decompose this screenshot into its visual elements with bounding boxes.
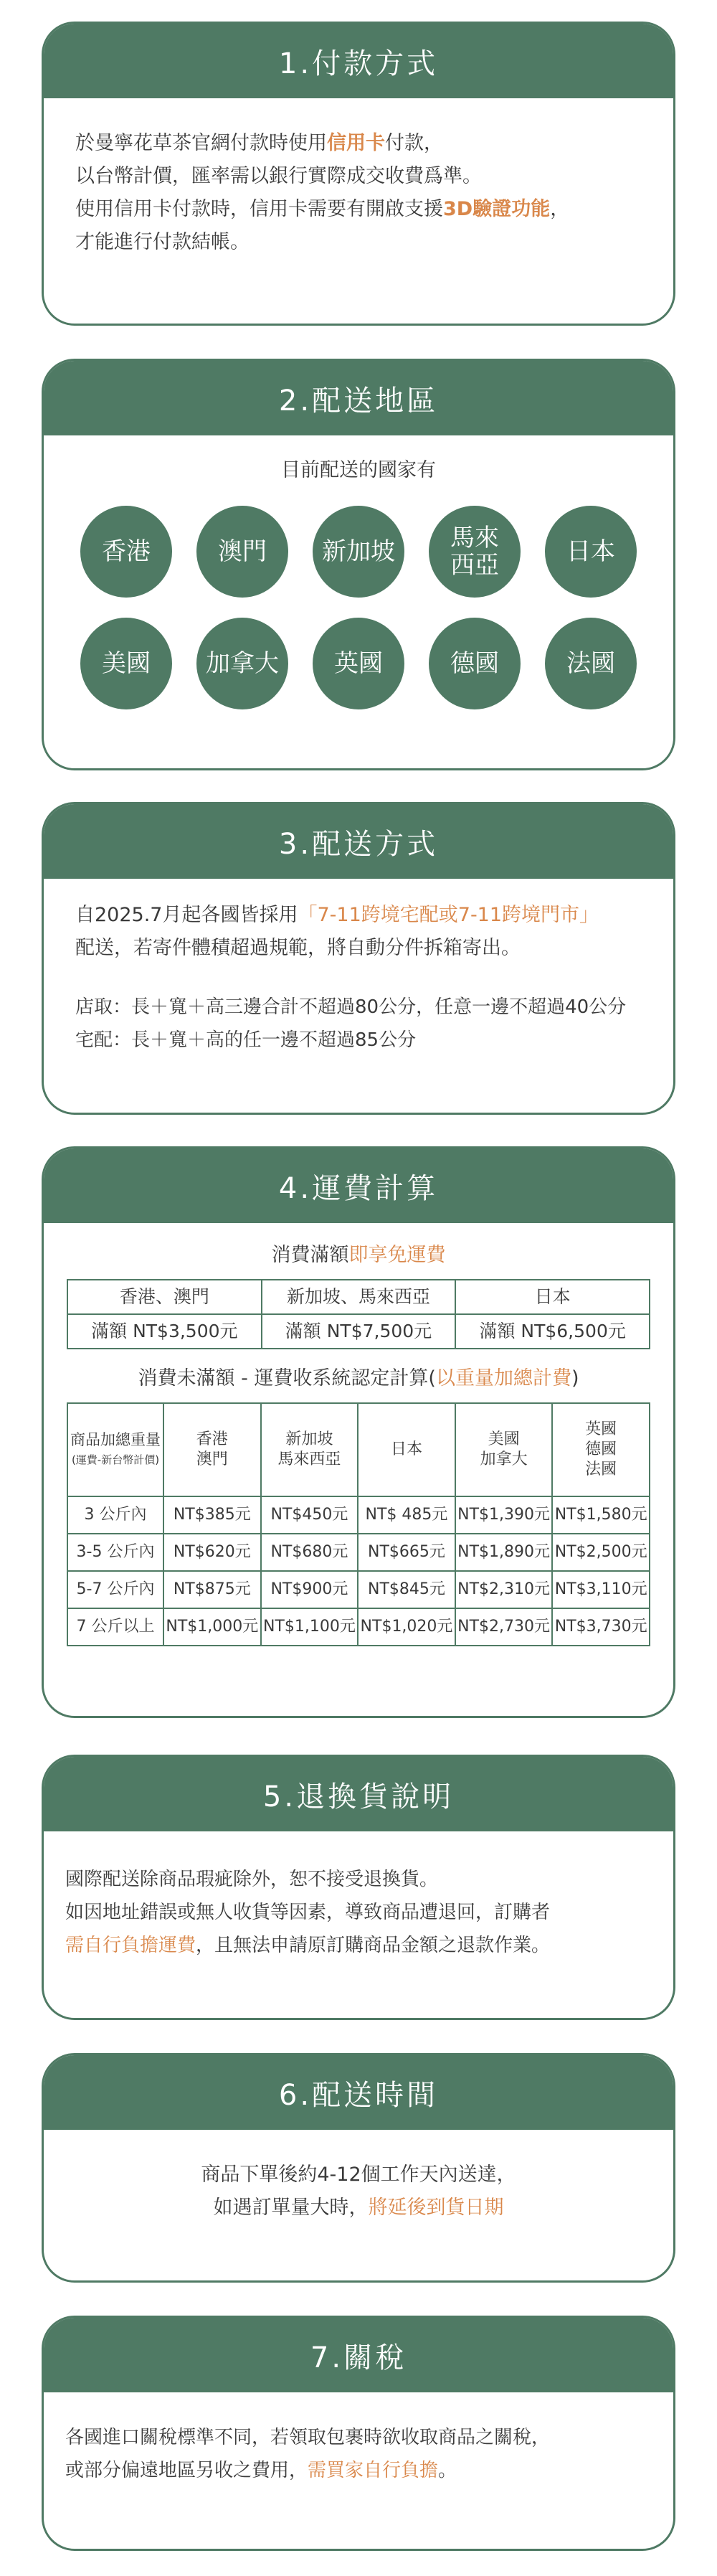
country-malaysia: 馬來 西亞 — [429, 506, 521, 598]
free-header-hk-macau: 香港、澳門 — [67, 1280, 262, 1314]
free-header-japan: 日本 — [455, 1280, 650, 1314]
payment-title: 1.付款方式 — [44, 24, 673, 98]
return-line-1: 國際配送除商品瑕疵除外，恕不接受退換貨。 — [65, 1869, 439, 1890]
table-cell: 5-7 公斤內 — [67, 1571, 163, 1608]
shipping-method-line-1: 自2025.7月起各國皆採用「7-11跨境宅配或7-11跨境門市」 — [75, 904, 599, 926]
delivery-line-2: 如遇訂單量大時，將延後到貨日期 — [213, 2197, 504, 2219]
country-macau: 澳門 — [196, 506, 288, 598]
delivery-time-title: 6.配送時間 — [44, 2055, 673, 2130]
shipping-fee-title: 4.運費計算 — [44, 1148, 673, 1223]
table-cell: NT$620元 — [163, 1534, 261, 1571]
col-uk-de-fr: 英國 德國 法國 — [552, 1403, 650, 1496]
weight-fee-table — [67, 1402, 650, 1646]
home-delivery-rule: 宅配：長＋寬＋高的任一邊不超過85公分 — [75, 1029, 417, 1051]
table-cell: NT$3,110元 — [552, 1571, 650, 1608]
tariff-line-2: 或部分偏遠地區另收之費用，需買家自行負擔。 — [65, 2460, 457, 2481]
country-usa: 美國 — [80, 618, 172, 709]
delivery-time-card — [42, 2053, 675, 2283]
table-cell: NT$3,730元 — [552, 1608, 650, 1646]
tariff-title: 7.關稅 — [44, 2318, 673, 2392]
store-pickup-rule: 店取：長＋寬＋高三邊合計不超過80公分，任意一邊不超過40公分 — [75, 996, 627, 1018]
table-cell: NT$900元 — [261, 1571, 358, 1608]
delivery-line-1: 商品下單後約4-12個工作天內送達， — [201, 2164, 516, 2186]
table-row — [67, 1571, 650, 1608]
free-header-sg-my: 新加坡、馬來西亞 — [262, 1280, 456, 1314]
table-cell: NT$385元 — [163, 1496, 261, 1534]
payment-line-4: 才能進行付款結帳。 — [75, 231, 250, 253]
shipping-method-title: 3.配送方式 — [44, 804, 673, 879]
payment-line-3: 使用信用卡付款時，信用卡需要有開啟支援3D驗證功能， — [75, 198, 570, 220]
country-singapore: 新加坡 — [313, 506, 404, 598]
shipping-fee-card — [42, 1146, 675, 1718]
free-value-hk-macau: 滿額 NT$3,500元 — [67, 1314, 262, 1349]
table-cell: NT$1,890元 — [455, 1534, 553, 1571]
table-cell: 7 公斤以上 — [67, 1608, 163, 1646]
free-value-japan: 滿額 NT$6,500元 — [455, 1314, 650, 1349]
table-cell: NT$1,020元 — [358, 1608, 455, 1646]
return-policy-title: 5.退換貨說明 — [44, 1757, 673, 1831]
country-uk: 英國 — [313, 618, 404, 709]
table-cell: NT$ 485元 — [358, 1496, 455, 1534]
country-hong-kong: 香港 — [80, 506, 172, 598]
shipping-method-card — [42, 802, 675, 1115]
col-sg-my: 新加坡 馬來西亞 — [261, 1403, 358, 1496]
table-cell: NT$665元 — [358, 1534, 455, 1571]
return-line-3: 需自行負擔運費，且無法申請原訂購商品金額之退款作業。 — [65, 1935, 551, 1956]
payment-card — [42, 22, 675, 326]
country-grid — [75, 506, 642, 709]
tariff-card — [42, 2316, 675, 2551]
table-cell: NT$1,100元 — [261, 1608, 358, 1646]
free-shipping-table — [67, 1279, 650, 1349]
return-line-2: 如因地址錯誤或無人收貨等因素，導致商品遭退回，訂購者 — [65, 1902, 551, 1923]
tariff-line-1: 各國進口關稅標準不同，若領取包裹時欲收取商品之關稅， — [65, 2427, 551, 2448]
table-cell: NT$2,310元 — [455, 1571, 553, 1608]
country-japan: 日本 — [545, 506, 637, 598]
table-cell: NT$680元 — [261, 1534, 358, 1571]
table-cell: NT$875元 — [163, 1571, 261, 1608]
table-row — [67, 1534, 650, 1571]
region-card — [42, 359, 675, 770]
free-shipping-title: 消費滿額即享免運費 — [271, 1244, 446, 1266]
free-value-sg-my: 滿額 NT$7,500元 — [262, 1314, 456, 1349]
table-cell: NT$1,390元 — [455, 1496, 553, 1534]
col-japan: 日本 — [358, 1403, 455, 1496]
table-cell: NT$1,000元 — [163, 1608, 261, 1646]
payment-line-1: 於曼寧花草茶官網付款時使用信用卡付款， — [75, 132, 443, 154]
return-policy-card — [42, 1755, 675, 2020]
region-intro: 目前配送的國家有 — [281, 459, 436, 481]
shipping-method-line-2: 配送，若寄件體積超過規範，將自動分件拆箱寄出。 — [75, 937, 521, 959]
table-cell: NT$845元 — [358, 1571, 455, 1608]
table-cell: NT$2,500元 — [552, 1534, 650, 1571]
country-canada: 加拿大 — [196, 618, 288, 709]
paid-shipping-title: 消費未滿額 - 運費收系統認定計算(以重量加總計費) — [138, 1367, 579, 1390]
country-france: 法國 — [545, 618, 637, 709]
table-cell: NT$1,580元 — [552, 1496, 650, 1534]
table-cell: 3-5 公斤內 — [67, 1534, 163, 1571]
col-us-ca: 美國 加拿大 — [455, 1403, 553, 1496]
country-germany: 德國 — [429, 618, 521, 709]
table-row — [67, 1496, 650, 1534]
payment-line-2: 以台幣計價，匯率需以銀行實際成交收費爲準。 — [75, 165, 482, 187]
region-title: 2.配送地區 — [44, 361, 673, 435]
table-cell: NT$2,730元 — [455, 1608, 553, 1646]
col-hk-macau: 香港 澳門 — [163, 1403, 261, 1496]
table-cell: NT$450元 — [261, 1496, 358, 1534]
table-cell: 3 公斤內 — [67, 1496, 163, 1534]
table-row — [67, 1608, 650, 1646]
col-weight: 商品加總重量 (運費-新台幣計價) — [67, 1403, 163, 1496]
